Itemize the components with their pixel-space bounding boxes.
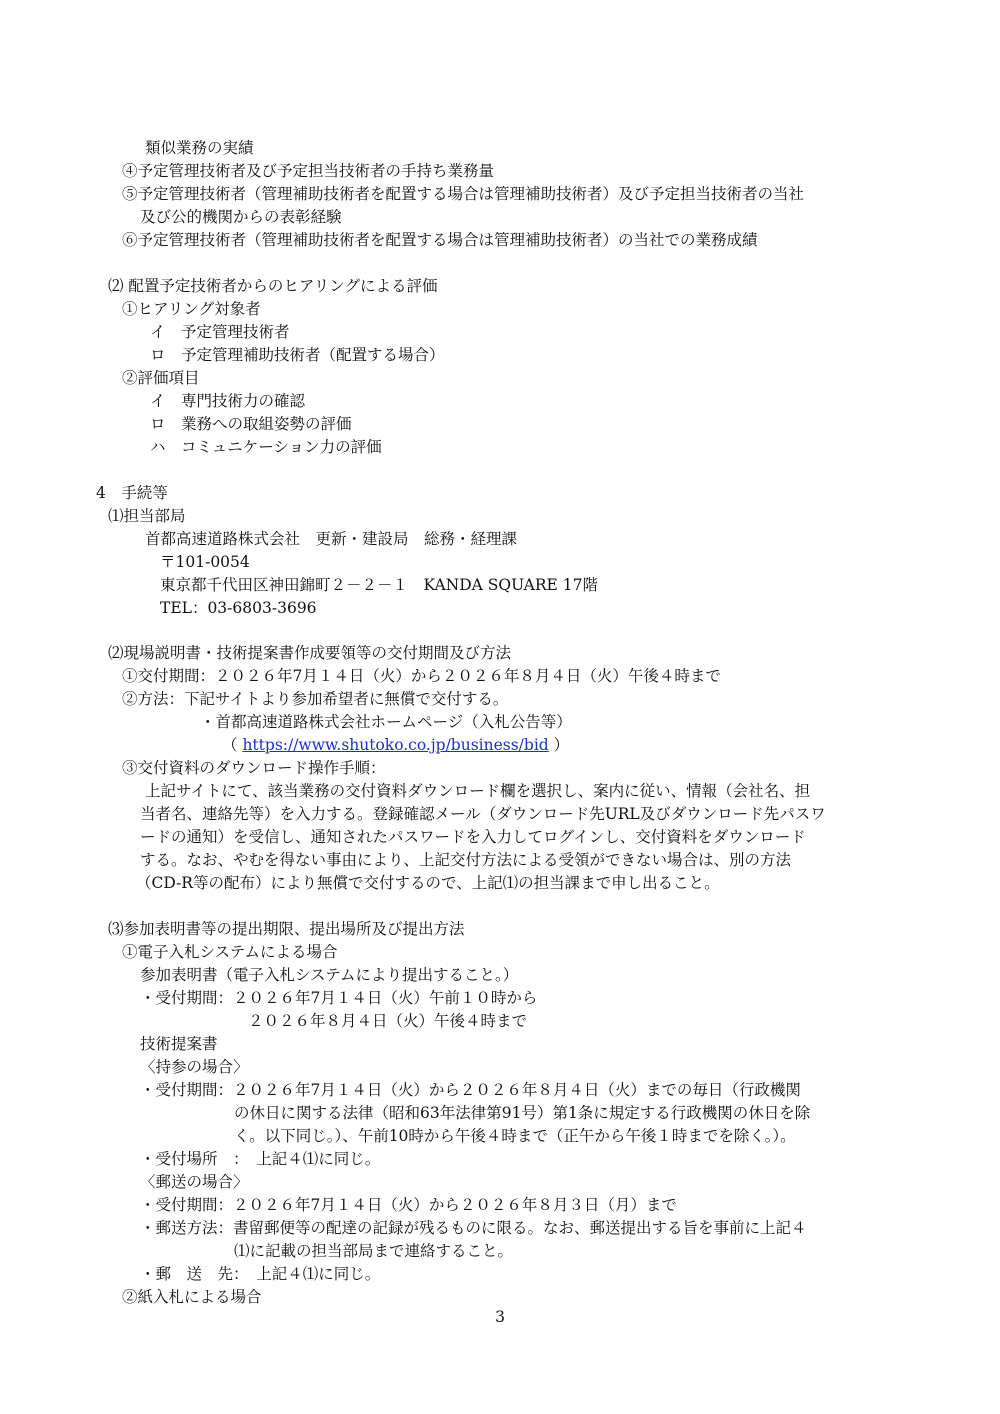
text-line: 首都高速道路株式会社 更新・建設局 総務・経理課 <box>145 530 518 548</box>
text-line: ・郵送方法：書留郵便等の配達の記録が残るものに限る。なお、郵送提出する旨を事前に上記４ <box>140 1219 807 1237</box>
text-line: ②方法：下記サイトより参加希望者に無償で交付する。 <box>122 690 509 708</box>
text-line: の休日に関する法律（昭和63年法律第91号）第1条に規定する行政機関の休日を除 <box>234 1104 811 1122</box>
subsection-heading: ⑵現場説明書・技術提案書作成要領等の交付期間及び方法 <box>108 644 512 662</box>
text-line: 及び公的機関からの表彰経験 <box>140 208 342 226</box>
text-line: ハ コミュニケーション力の評価 <box>150 438 382 456</box>
text-line: ①ヒアリング対象者 <box>122 300 261 318</box>
text-line: 当者名、連絡先等）を入力する。登録確認メール（ダウンロード先URL及びダウンロード先パスワ <box>140 805 826 823</box>
url-line <box>222 734 569 756</box>
text-line: ①電子入札システムによる場合 <box>122 943 338 961</box>
text-line: 技術提案書 <box>140 1035 218 1053</box>
text-line: 参加表明書（電子入札システムにより提出すること。） <box>140 966 519 984</box>
text-line: 〒101-0054 <box>160 553 250 571</box>
text-line: ・首都高速道路株式会社ホームページ（入札公告等） <box>200 713 572 731</box>
paren-close: ） <box>553 736 570 754</box>
paren-open: （ <box>222 736 238 754</box>
text-line: ・受付場所 ： 上記４⑴に同じ。 <box>140 1150 381 1168</box>
section-heading: 4 手続等 <box>96 484 168 502</box>
text-line: （CD-R等の配布）により無償で交付するので、上記⑴の担当課まで申し出ること。 <box>136 874 720 892</box>
text-line: イ 予定管理技術者 <box>150 323 290 341</box>
text-line: ①交付期間：２０２６年7月１４日（火）から２０２６年８月４日（火）午後４時まで <box>122 667 721 685</box>
text-line: ・郵 送 先： 上記４⑴に同じ。 <box>140 1265 381 1283</box>
text-line: 東京都千代田区神田錦町２－２－１ KANDA SQUARE 17階 <box>160 576 598 594</box>
text-line: 類似業務の実績 <box>145 139 254 157</box>
text-line: ②紙入札による場合 <box>122 1288 262 1306</box>
text-line: ⑥予定管理技術者（管理補助技術者を配置する場合は管理補助技術者）の当社での業務成績 <box>122 231 758 249</box>
subsection-heading: ⑴担当部局 <box>108 507 186 525</box>
text-line: イ 専門技術力の確認 <box>150 392 306 410</box>
text-line: く。以下同じ。）、午前10時から午後４時まで（正午から午後１時までを除く。）。 <box>234 1127 796 1145</box>
text-line: ロ 業務への取組姿勢の評価 <box>150 415 352 433</box>
text-line: TEL：03-6803-3696 <box>160 599 317 617</box>
text-line: ・受付期間：２０２６年7月１４日（火）午前１０時から <box>140 989 538 1007</box>
bid-site-link[interactable]: https://www.shutoko.co.jp/business/bid <box>242 736 549 754</box>
subsection-heading: ⑶参加表明書等の提出期限、提出場所及び提出方法 <box>108 920 465 938</box>
text-line: する。なお、やむを得ない事由により、上記交付方法による受領ができない場合は、別の方法 <box>140 851 792 869</box>
text-line: ードの通知）を受信し、通知されたパスワードを入力してログインし、交付資料をダウンロード <box>140 828 806 846</box>
text-line: ・受付期間：２０２６年7月１４日（火）から２０２６年８月４日（火）までの毎日（行政機関 <box>140 1081 801 1099</box>
text-line: ②評価項目 <box>122 369 200 387</box>
text-line: ③交付資料のダウンロード操作手順： <box>122 759 386 777</box>
text-line: ・受付期間：２０２６年7月１４日（火）から２０２６年８月３日（月）まで <box>140 1196 677 1214</box>
text-line: 〈持参の場合〉 <box>140 1058 249 1076</box>
text-line: ロ 予定管理補助技術者（配置する場合） <box>150 346 445 364</box>
text-line: ⑴に記載の担当部局まで連絡すること。 <box>234 1242 514 1260</box>
text-line: ④予定管理技術者及び予定担当技術者の手持ち業務量 <box>122 162 495 180</box>
page-number: 3 <box>495 1308 505 1326</box>
text-line: ⑤予定管理技術者（管理補助技術者を配置する場合は管理補助技術者）及び予定担当技術者の当社 <box>122 185 805 203</box>
subsection-heading: ⑵ 配置予定技術者からのヒアリングによる評価 <box>108 277 438 295</box>
text-line: 上記サイトにて、該当業務の交付資料ダウンロード欄を選択し、案内に従い、情報（会社名、担 <box>145 782 811 800</box>
text-line: ２０２６年８月４日（火）午後４時まで <box>248 1012 528 1030</box>
text-line: 〈郵送の場合〉 <box>140 1173 249 1191</box>
